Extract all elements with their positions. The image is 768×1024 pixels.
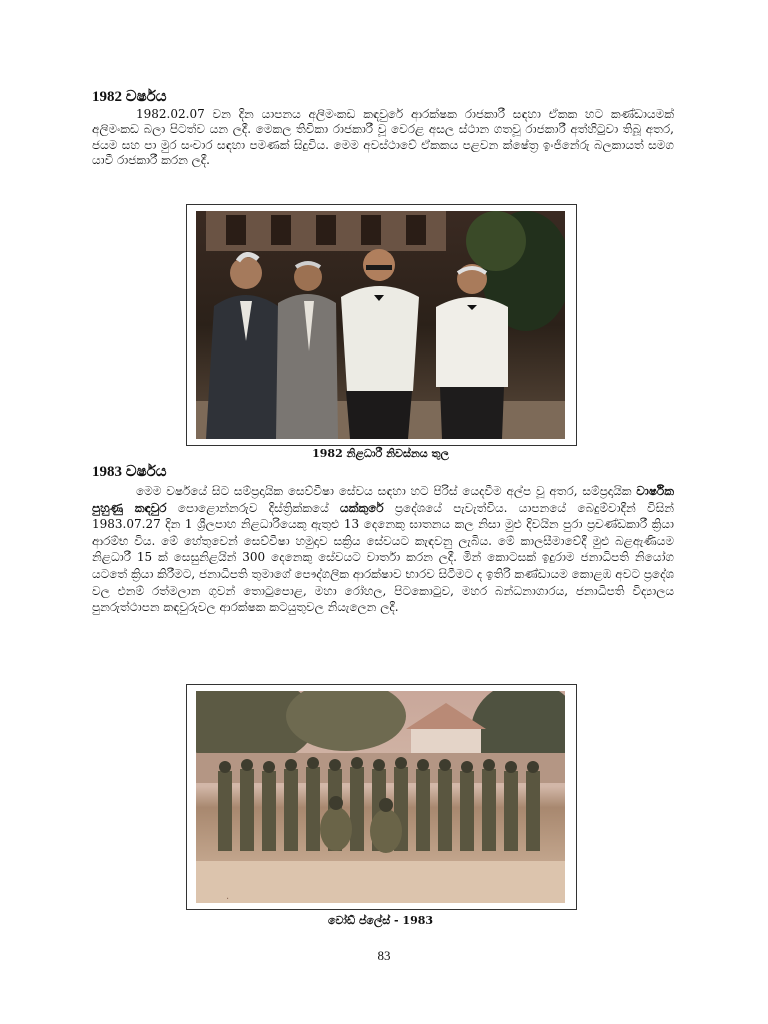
heading-1982: 1982 වර්ෂය bbox=[92, 89, 167, 105]
paragraph-1983-part3: ප්‍රදේශයේ පැවැත්විය. යාපනයේ බෙදුම්වාදීන් විසින් 1983.07.27 දින 1 ශ්‍රීලපාහ නිළධාරියෙකු ඇතුළු 13 දෙනෙකු ඝාතනය කල නිසා මුළු දිවයින පුරා ප්‍රචණ්ඩකාරී ක්‍රියා ආරම්භ විය. මේ හේතුවෙන් සෙව්වීෂා හමුදාව සක්‍රිය සේවයට කැඳවනු ලැබිය. මේ කාලසීමාවේදී මුළු බළඇණියම නිළධාරී 15 ක් සෙසුනිළයින් 300 දෙනෙකු සේවයට වාර්තා කරන ලදී. මින් කොටසක් ඉදුරාම ජනාධිපති නියෝග යටතේ ක්‍රියා කිරීමට, ජනාධිපති තුමාගේ පෞද්ගලික ආරක්ෂාව භාරව සිටීමට ද ඉතිරි කණ්ඩායම කොළඹ අවට ප්‍රදේශ වල එනම් රත්මලාන ගුවන් තොටුපොළ, මහා රෝහල, පිටකොටුව, මහර බන්ධනාගාරය, ජනාධිපති විද්‍යාලය පුනරුත්ථාපන කඳවුරුවල ආරක්ෂක කටයුතුවල නියැලෙන ලදී. bbox=[92, 500, 674, 615]
troops-photo-image bbox=[196, 691, 565, 903]
officers-photo-image bbox=[196, 211, 565, 439]
photo-caption-1982: 1982 නිළධාරී නිවස්නය තුල bbox=[312, 447, 449, 460]
photo-frame-1983 bbox=[186, 684, 577, 910]
photo-1983-troops bbox=[196, 691, 565, 903]
paragraph-1983 bbox=[92, 483, 674, 616]
heading-1983: 1983 වර්ෂය bbox=[92, 464, 167, 480]
svg-text:.: . bbox=[226, 891, 230, 902]
paragraph-1983-part1: මෙම වර්ෂයේ සිට සම්ප්‍රදායික සෙව්වීෂා සේවය සඳහා හට පිරිස් යෙදවීම අල්ප වූ අතර, සම්ප්‍රදායික bbox=[136, 484, 637, 498]
yakkure-location: යක්කුරේ bbox=[340, 500, 384, 515]
photo-caption-1983: වෝඩ් ප්ලේස් - 1983 bbox=[327, 914, 434, 927]
photo-1982-officers bbox=[196, 211, 565, 439]
page-number: 83 bbox=[377, 948, 391, 963]
photo-frame-1982 bbox=[186, 204, 577, 446]
paragraph-1983-part2: පොළොන්නරුව දිස්ත්‍රික්කයේ bbox=[166, 500, 341, 515]
paragraph-1982 bbox=[92, 107, 674, 169]
annual-training-camp: වාර්ෂික පුහුණු කඳවුර bbox=[92, 484, 674, 515]
paragraph-1982-text: 1982.02.07 වන දින යාපනය අලිමංකඩ කඳවුරේ ආරක්ෂක රාජකාරී සඳහා ඒකක හට කණ්ඩායමක් අලිමංකඩ බලා පිටත්ව යන ලදී. මෙකල තිවිකා රාජකාරී වූ වෙරළ අසල ස්ථාන ගතවූ රාජකාරී අත්හිටුවා තිබූ අතර, ජයම සහ පා මුර සංචාර සඳහා පමණක් සිදුවිය. මෙම අවස්ථාවේ ඒකකය පළවන ක්ෂේත්‍ර ඉංජිනේරු බලකායත් සමග යාවී රාජකාරී කරන ලදී. bbox=[92, 107, 674, 168]
